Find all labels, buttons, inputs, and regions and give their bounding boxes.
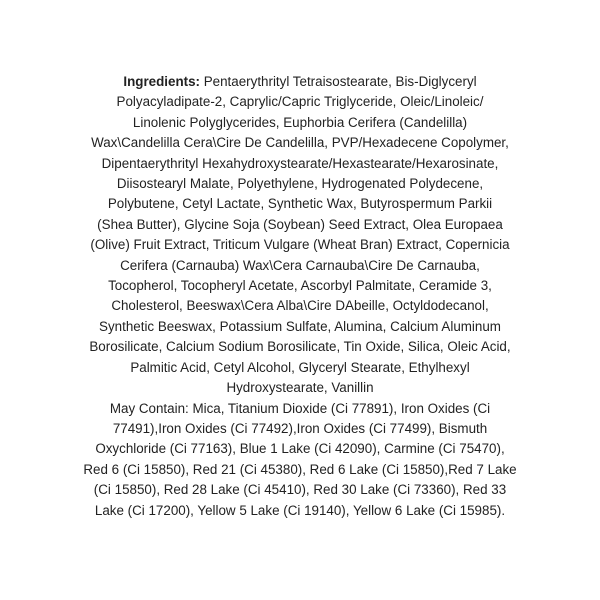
may-contain-line: Red 6 (Ci 15850), Red 21 (Ci 45380), Red 6 Lake (Ci 15850),Red 7 Lake (83, 461, 517, 477)
may-contain-line: 77491),Iron Oxides (Ci 77492),Iron Oxides (Ci 77499), Bismuth (112, 420, 488, 436)
may-contain-line: (Ci 15850), Red 28 Lake (Ci 45410), Red 30 Lake (Ci 73360), Red 33 (93, 482, 507, 498)
ingredients-line: Palmitic Acid, Cetyl Alcohol, Glyceryl Stearate, Ethylhexyl (130, 359, 470, 375)
ingredients-line: Polybutene, Cetyl Lactate, Synthetic Wax, Butyrospermum Parkii (107, 196, 493, 212)
ingredients-line-1 (50, 72, 550, 92)
may-contain-line: Lake (Ci 17200), Yellow 5 Lake (Ci 19140), Yellow 6 Lake (Ci 15985). (94, 502, 506, 518)
ingredients-line: Borosilicate, Calcium Sodium Borosilicate, Tin Oxide, Silica, Oleic Acid, (89, 339, 511, 355)
ingredients-line: (Olive) Fruit Extract, Triticum Vulgare (Wheat Bran) Extract, Copernicia (90, 237, 510, 253)
may-contain-line: Oxychloride (Ci 77163), Blue 1 Lake (Ci 42090), Carmine (Ci 75470), (95, 441, 505, 457)
ingredients-line: Diisostearyl Malate, Polyethylene, Hydrogenated Polydecene, (116, 176, 484, 192)
ingredients-line: Cerifera (Carnauba) Wax\Cera Carnauba\Cire De Carnauba, (120, 257, 480, 273)
ingredients-text-block (50, 72, 550, 521)
ingredients-line: Cholesterol, Beeswax\Cera Alba\Cire DAbeille, Octyldodecanol, (111, 298, 489, 314)
ingredients-heading: Ingredients: (123, 74, 201, 89)
ingredients-line: Polyacyladipate-2, Caprylic/Capric Triglyceride, Oleic/Linoleic/ (116, 94, 484, 110)
may-contain-line: May Contain: Mica, Titanium Dioxide (Ci 77891), Iron Oxides (Ci (109, 400, 491, 416)
ingredients-line: (Shea Butter), Glycine Soja (Soybean) Seed Extract, Olea Europaea (97, 216, 503, 232)
ingredients-line: Synthetic Beeswax, Potassium Sulfate, Alumina, Calcium Aluminum (99, 318, 501, 334)
ingredients-line: Tocopherol, Tocopheryl Acetate, Ascorbyl Palmitate, Ceramide 3, (108, 278, 492, 294)
ingredients-line: Dipentaerythrityl Hexahydroxystearate/Hexastearate/Hexarosinate, (101, 155, 499, 171)
ingredients-line: Wax\Candelilla Cera\Cire De Candelilla, PVP/Hexadecene Copolymer, (91, 135, 509, 151)
ingredients-line: Hydroxystearate, Vanillin (226, 380, 374, 396)
ingredients-line-text: Pentaerythrityl Tetraisostearate, Bis-Diglyceryl (200, 74, 477, 89)
ingredients-line: Linolenic Polyglycerides, Euphorbia Cerifera (Candelilla) (132, 114, 468, 130)
